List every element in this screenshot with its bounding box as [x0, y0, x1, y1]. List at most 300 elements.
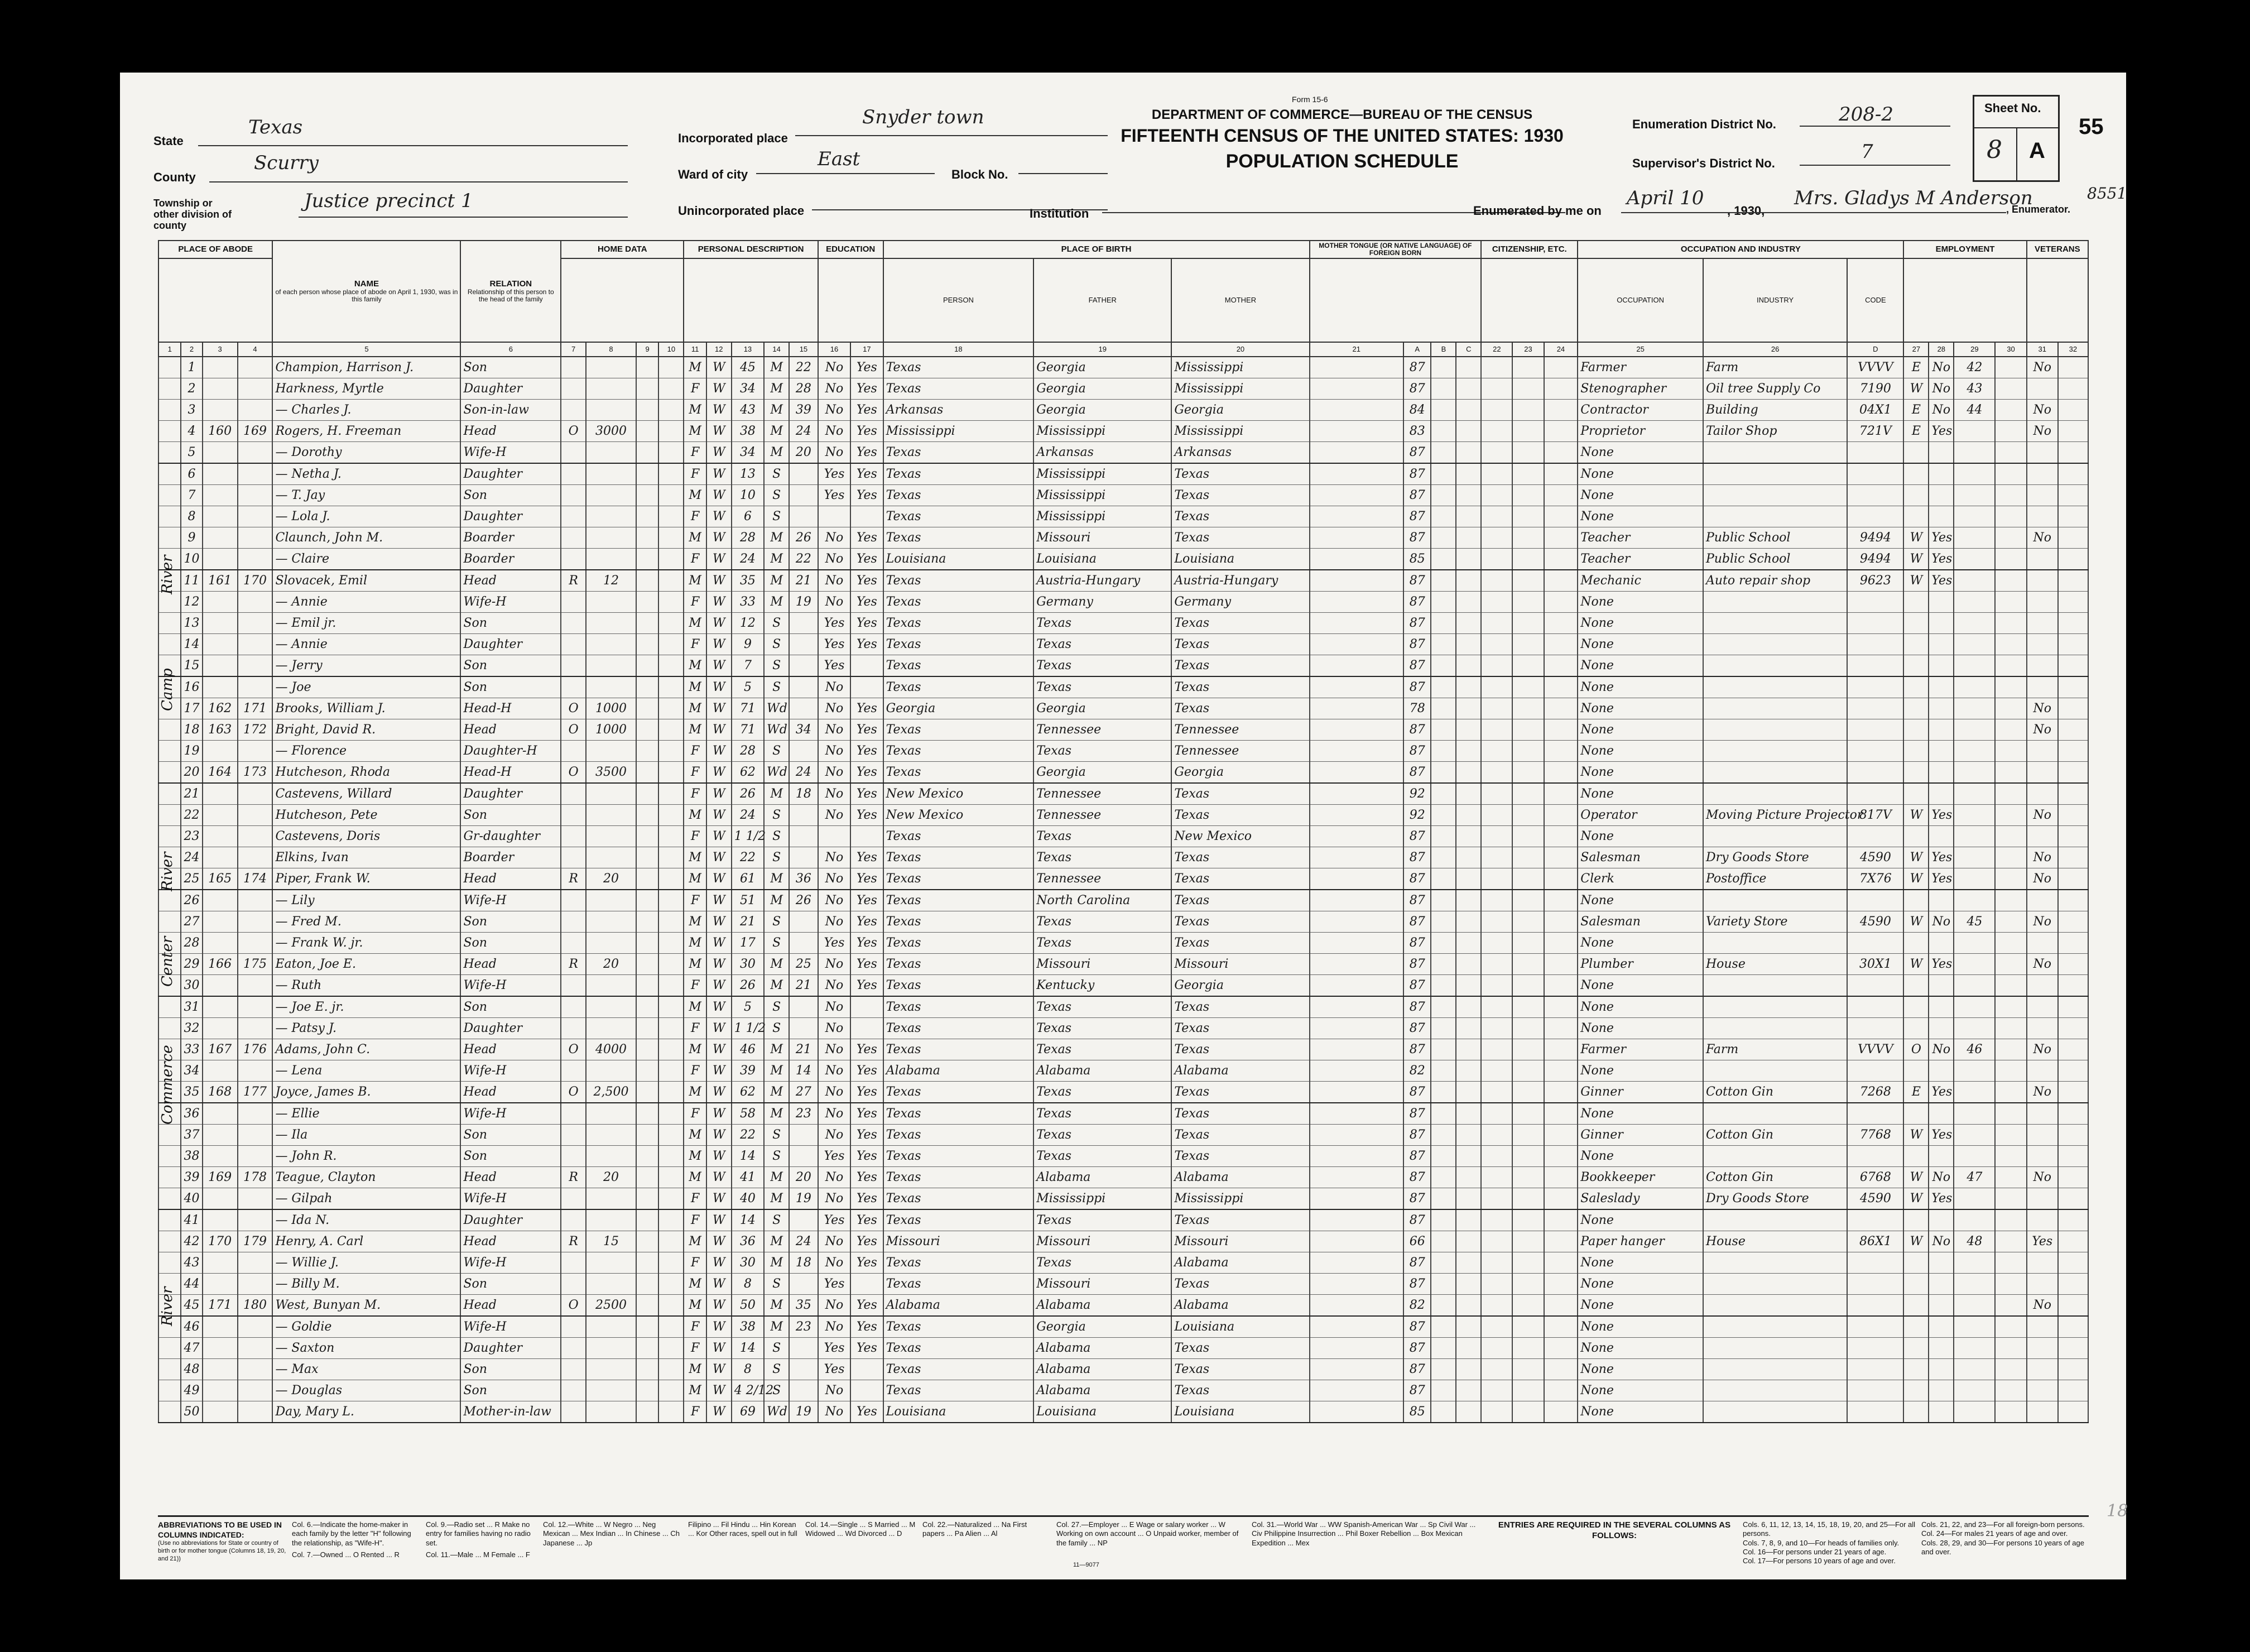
population-table — [158, 240, 2089, 1423]
cell-sex: M — [684, 485, 706, 506]
cell-cd: 87 — [1403, 634, 1431, 655]
cell-pob: Texas — [883, 357, 1034, 378]
cell-war — [2058, 911, 2088, 933]
cell-sex: M — [684, 805, 706, 826]
cell-vet — [1995, 1401, 2026, 1423]
cell-fam — [238, 400, 273, 421]
cell-radio — [636, 1125, 658, 1146]
cell-name: — Gilpah — [272, 1188, 460, 1210]
cell-emp — [1929, 1146, 1954, 1167]
cell-tenure — [561, 592, 586, 613]
cell-farm — [658, 1338, 684, 1359]
cell-pob: Texas — [883, 890, 1034, 911]
cell-fam — [238, 463, 273, 485]
cell-lang — [1310, 634, 1404, 655]
cell-sex: M — [684, 613, 706, 634]
cell-c — [1456, 506, 1481, 527]
cell-fpob: Texas — [1033, 1018, 1171, 1039]
cell-read: Yes — [850, 613, 883, 634]
cell-name: Adams, John C. — [272, 1039, 460, 1060]
cell-mpob: Texas — [1171, 506, 1309, 527]
cell-eng — [1544, 1274, 1578, 1295]
cell-eng — [1544, 826, 1578, 847]
cell-nat — [1512, 1103, 1544, 1125]
cell-sex: F — [684, 1252, 706, 1274]
cell-sex: M — [684, 400, 706, 421]
cell-st — [158, 1167, 181, 1188]
cell-oc — [1847, 1146, 1903, 1167]
cell-age: 14 — [732, 1146, 764, 1167]
cell-mpob: Texas — [1171, 698, 1309, 719]
cell-fam — [238, 847, 273, 868]
cell-lw — [1954, 1103, 1995, 1125]
cell-rel: Daughter — [460, 1018, 561, 1039]
cell-c — [1456, 1103, 1481, 1125]
cell-n: 16 — [181, 676, 202, 698]
cell-eng — [1544, 1209, 1578, 1231]
cell-lang — [1310, 975, 1404, 997]
cell-tenure — [561, 826, 586, 847]
cell-ind — [1703, 826, 1847, 847]
cell-read: Yes — [850, 421, 883, 442]
cell-st — [158, 1359, 181, 1380]
cell-emp: No — [1929, 1231, 1954, 1252]
cell-fam: 170 — [238, 570, 273, 592]
cell-imm — [1481, 1380, 1512, 1401]
cell-lw — [1954, 1209, 1995, 1231]
cell-lw — [1954, 1274, 1995, 1295]
cell-cw — [1903, 1338, 1929, 1359]
cell-pob: Texas — [883, 1146, 1034, 1167]
cell-vet — [2027, 1274, 2058, 1295]
cell-agem — [789, 1359, 818, 1380]
cell-ind — [1703, 1252, 1847, 1274]
cell-val — [586, 1316, 636, 1338]
cell-oc: 4590 — [1847, 847, 1903, 868]
cell-nat — [1512, 975, 1544, 997]
cell-lang — [1310, 1125, 1404, 1146]
cell-ind — [1703, 442, 1847, 464]
cell-fam — [238, 1359, 273, 1380]
cell-c — [1456, 911, 1481, 933]
cell-emp — [1929, 1401, 1954, 1423]
cell-n: 9 — [181, 527, 202, 549]
cell-dw — [203, 933, 238, 954]
cell-st — [158, 1252, 181, 1274]
cell-war — [2058, 1082, 2088, 1103]
cell-lw — [1954, 676, 1995, 698]
cell-lw — [1954, 485, 1995, 506]
cell-cw: W — [1903, 805, 1929, 826]
cell-fpob: Texas — [1033, 996, 1171, 1018]
cell-ms: M — [764, 1252, 789, 1274]
cell-occ: None — [1578, 442, 1703, 464]
cell-nat — [1512, 1125, 1544, 1146]
cell-imm — [1481, 655, 1512, 677]
cell-occ: None — [1578, 506, 1703, 527]
cell-vet — [1995, 1252, 2026, 1274]
cell-fam — [238, 933, 273, 954]
cell-sch: No — [818, 741, 850, 762]
cell-war — [2058, 400, 2088, 421]
cell-lw — [1954, 613, 1995, 634]
cell-emp: No — [1929, 400, 1954, 421]
cell-mpob: Germany — [1171, 592, 1309, 613]
cell-war — [2058, 719, 2088, 741]
cell-lw — [1954, 1188, 1995, 1210]
cell-ms: M — [764, 975, 789, 997]
cell-occ: None — [1578, 890, 1703, 911]
cell-lang — [1310, 1060, 1404, 1082]
street-name-label: Commerce — [159, 1045, 176, 1125]
cell-vet — [1995, 741, 2026, 762]
cell-emp — [1929, 442, 1954, 464]
cell-fam — [238, 592, 273, 613]
cell-fam: 171 — [238, 698, 273, 719]
cell-c — [1456, 933, 1481, 954]
cell-val: 2500 — [586, 1295, 636, 1317]
cell-age: 17 — [732, 933, 764, 954]
cell-lang — [1310, 1359, 1404, 1380]
cell-name: — Patsy J. — [272, 1018, 460, 1039]
cell-nat — [1512, 805, 1544, 826]
cell-lw — [1954, 975, 1995, 997]
table-row — [158, 1380, 2088, 1401]
cell-farm — [658, 1401, 684, 1423]
cell-lang — [1310, 1146, 1404, 1167]
column-number: A — [1403, 342, 1431, 357]
cell-ind — [1703, 762, 1847, 784]
cell-mpob: Texas — [1171, 1146, 1309, 1167]
cell-lang — [1310, 463, 1404, 485]
cell-dw: 168 — [203, 1082, 238, 1103]
cell-pob: Arkansas — [883, 400, 1034, 421]
cell-st — [158, 996, 181, 1018]
cell-nat — [1512, 485, 1544, 506]
cell-fpob: Arkansas — [1033, 442, 1171, 464]
cell-oc: 9494 — [1847, 527, 1903, 549]
table-row — [158, 847, 2088, 868]
table-row — [158, 1274, 2088, 1295]
cell-race: W — [706, 1125, 732, 1146]
cell-occ: Proprietor — [1578, 421, 1703, 442]
cell-val — [586, 378, 636, 400]
cell-cw: W — [1903, 1167, 1929, 1188]
cell-tenure: R — [561, 868, 586, 890]
cell-oc — [1847, 1252, 1903, 1274]
cell-age: 34 — [732, 378, 764, 400]
cell-nat — [1512, 868, 1544, 890]
cell-vet — [2027, 1338, 2058, 1359]
cell-name: — Ruth — [272, 975, 460, 997]
cell-radio — [636, 1359, 658, 1380]
cell-war — [2058, 847, 2088, 868]
cell-occ: Salesman — [1578, 847, 1703, 868]
cell-n: 1 — [181, 357, 202, 378]
table-row — [158, 911, 2088, 933]
cell-st — [158, 911, 181, 933]
cell-emp — [1929, 933, 1954, 954]
cell-ind — [1703, 698, 1847, 719]
cell-pob: Texas — [883, 911, 1034, 933]
table-row — [158, 1060, 2088, 1082]
cell-war — [2058, 996, 2088, 1018]
cell-ms: S — [764, 506, 789, 527]
cell-sex: M — [684, 1274, 706, 1295]
cell-b — [1431, 911, 1456, 933]
cell-occ: None — [1578, 719, 1703, 741]
cell-read: Yes — [850, 762, 883, 784]
cell-occ: None — [1578, 1401, 1703, 1423]
cell-n: 18 — [181, 719, 202, 741]
cell-fam — [238, 613, 273, 634]
cell-sch: No — [818, 1060, 850, 1082]
cell-race: W — [706, 1338, 732, 1359]
cell-war — [2058, 826, 2088, 847]
cell-war — [2058, 1316, 2088, 1338]
cell-c — [1456, 1338, 1481, 1359]
cell-occ: None — [1578, 1146, 1703, 1167]
table-row — [158, 1188, 2088, 1210]
cell-sch: Yes — [818, 655, 850, 677]
cell-dw: 161 — [203, 570, 238, 592]
cell-fam — [238, 890, 273, 911]
cell-imm — [1481, 1146, 1512, 1167]
cell-emp: Yes — [1929, 549, 1954, 570]
cell-c — [1456, 1167, 1481, 1188]
cell-war — [2058, 783, 2088, 805]
cell-tenure — [561, 741, 586, 762]
cell-imm — [1481, 1338, 1512, 1359]
cell-cw: E — [1903, 1082, 1929, 1103]
cell-emp: Yes — [1929, 847, 1954, 868]
cell-cw — [1903, 442, 1929, 464]
cell-occ: None — [1578, 1018, 1703, 1039]
cell-radio — [636, 1167, 658, 1188]
cell-ind — [1703, 613, 1847, 634]
cell-sch: No — [818, 378, 850, 400]
cell-occ: None — [1578, 996, 1703, 1018]
cell-sch: No — [818, 1188, 850, 1210]
cell-pob: Texas — [883, 485, 1034, 506]
cell-st — [158, 400, 181, 421]
cell-radio — [636, 676, 658, 698]
cell-cd: 87 — [1403, 1274, 1431, 1295]
cell-tenure — [561, 1359, 586, 1380]
cell-vet — [1995, 570, 2026, 592]
cell-war — [2058, 1060, 2088, 1082]
cell-mpob: Texas — [1171, 1209, 1309, 1231]
cell-dw: 165 — [203, 868, 238, 890]
cell-nat — [1512, 1401, 1544, 1423]
cell-agem: 36 — [789, 868, 818, 890]
cell-race: W — [706, 1103, 732, 1125]
cell-cw — [1903, 655, 1929, 677]
cell-sch: No — [818, 1125, 850, 1146]
cell-cw: W — [1903, 911, 1929, 933]
cell-read — [850, 1380, 883, 1401]
cell-pob: Texas — [883, 1359, 1034, 1380]
cell-name: Teague, Clayton — [272, 1167, 460, 1188]
cell-ms: M — [764, 570, 789, 592]
cell-mpob: Georgia — [1171, 975, 1309, 997]
cell-occ: None — [1578, 1103, 1703, 1125]
cell-oc: VVVV — [1847, 357, 1903, 378]
table-row — [158, 1018, 2088, 1039]
cell-pob: Texas — [883, 719, 1034, 741]
cell-sch: No — [818, 1252, 850, 1274]
cell-age: 34 — [732, 442, 764, 464]
cell-n: 48 — [181, 1359, 202, 1380]
cell-b — [1431, 485, 1456, 506]
group-relation — [460, 241, 561, 342]
cell-vet — [2027, 890, 2058, 911]
cell-sch: No — [818, 954, 850, 975]
unincorporated-label: Unincorporated place — [678, 204, 805, 218]
cell-race: W — [706, 1146, 732, 1167]
cell-read: Yes — [850, 719, 883, 741]
cell-st — [158, 1018, 181, 1039]
cell-dw — [203, 527, 238, 549]
cell-read: Yes — [850, 1167, 883, 1188]
cell-nat — [1512, 762, 1544, 784]
cell-oc: 7X76 — [1847, 868, 1903, 890]
cell-occ: Contractor — [1578, 400, 1703, 421]
cell-fpob: Texas — [1033, 1125, 1171, 1146]
cell-st — [158, 1338, 181, 1359]
cell-ind — [1703, 890, 1847, 911]
cell-sch: Yes — [818, 1209, 850, 1231]
cell-war — [2058, 933, 2088, 954]
cell-radio — [636, 762, 658, 784]
cell-st — [158, 421, 181, 442]
cell-ind — [1703, 1209, 1847, 1231]
cell-lw — [1954, 1380, 1995, 1401]
table-row — [158, 613, 2088, 634]
cell-lang — [1310, 890, 1404, 911]
cell-ms: S — [764, 655, 789, 677]
cell-imm — [1481, 1295, 1512, 1317]
cell-eng — [1544, 1188, 1578, 1210]
cell-val — [586, 634, 636, 655]
cell-nat — [1512, 400, 1544, 421]
cell-n: 21 — [181, 783, 202, 805]
cell-pob: Texas — [883, 847, 1034, 868]
column-number: 12 — [706, 342, 732, 357]
cell-eng — [1544, 570, 1578, 592]
table-row — [158, 357, 2088, 378]
cell-cd: 87 — [1403, 1252, 1431, 1274]
cell-vet — [1995, 1125, 2026, 1146]
cell-c — [1456, 762, 1481, 784]
table-row — [158, 719, 2088, 741]
cell-rel: Son — [460, 676, 561, 698]
cell-oc — [1847, 1316, 1903, 1338]
cell-lw — [1954, 1359, 1995, 1380]
cell-radio — [636, 613, 658, 634]
cell-pob: Texas — [883, 1274, 1034, 1295]
cell-name: — Joe E. jr. — [272, 996, 460, 1018]
cell-read — [850, 826, 883, 847]
cell-imm — [1481, 1167, 1512, 1188]
cell-ind — [1703, 1295, 1847, 1317]
cell-read: Yes — [850, 868, 883, 890]
cell-farm — [658, 463, 684, 485]
cell-radio — [636, 1146, 658, 1167]
cell-nat — [1512, 933, 1544, 954]
cell-fpob: Alabama — [1033, 1380, 1171, 1401]
cell-st — [158, 826, 181, 847]
cell-fpob: Alabama — [1033, 1295, 1171, 1317]
cell-imm — [1481, 549, 1512, 570]
cell-lang — [1310, 1103, 1404, 1125]
cell-pob: Texas — [883, 634, 1034, 655]
cell-ms: S — [764, 996, 789, 1018]
cell-pob: Texas — [883, 741, 1034, 762]
cell-n: 26 — [181, 890, 202, 911]
cell-mpob: Tennessee — [1171, 741, 1309, 762]
cell-nat — [1512, 996, 1544, 1018]
cell-mpob: Texas — [1171, 783, 1309, 805]
cell-lang — [1310, 1380, 1404, 1401]
cell-dw — [203, 1359, 238, 1380]
cell-agem — [789, 847, 818, 868]
cell-vet — [2027, 762, 2058, 784]
cell-fpob: Texas — [1033, 933, 1171, 954]
cell-n: 7 — [181, 485, 202, 506]
cell-sch: Yes — [818, 463, 850, 485]
cell-st — [158, 1188, 181, 1210]
cell-rel: Wife-H — [460, 1188, 561, 1210]
cell-tenure — [561, 847, 586, 868]
cell-oc — [1847, 719, 1903, 741]
cell-agem: 27 — [789, 1082, 818, 1103]
cell-n: 43 — [181, 1252, 202, 1274]
cell-read: Yes — [850, 1209, 883, 1231]
cell-pob: Georgia — [883, 698, 1034, 719]
cell-oc: 4590 — [1847, 911, 1903, 933]
cell-fam — [238, 676, 273, 698]
cell-vet — [1995, 1018, 2026, 1039]
cell-c — [1456, 592, 1481, 613]
entries-3: Col. 16—For persons under 21 years of age. — [1743, 1547, 1887, 1556]
cell-ind — [1703, 1316, 1847, 1338]
cell-fpob: Alabama — [1033, 1359, 1171, 1380]
table-row — [158, 378, 2088, 400]
cell-cd: 87 — [1403, 527, 1431, 549]
column-number: 31 — [2027, 342, 2058, 357]
cell-sex: F — [684, 1018, 706, 1039]
cell-val — [586, 1103, 636, 1125]
cell-imm — [1481, 378, 1512, 400]
cell-race: W — [706, 527, 732, 549]
cell-imm — [1481, 719, 1512, 741]
cell-age: 1 1/2 — [732, 826, 764, 847]
cell-name: — Billy M. — [272, 1274, 460, 1295]
entries-6: Col. 24—For males 21 years of age and over. — [1921, 1529, 2068, 1538]
cell-occ: None — [1578, 975, 1703, 997]
enumeration-district-value: 208-2 — [1839, 103, 1894, 126]
cell-age: 9 — [732, 634, 764, 655]
cell-cd: 83 — [1403, 421, 1431, 442]
cell-oc — [1847, 741, 1903, 762]
cell-lang — [1310, 1274, 1404, 1295]
cell-ind — [1703, 485, 1847, 506]
cell-eng — [1544, 442, 1578, 464]
cell-c — [1456, 1316, 1481, 1338]
cell-mpob: Texas — [1171, 1274, 1309, 1295]
cell-sch — [818, 506, 850, 527]
